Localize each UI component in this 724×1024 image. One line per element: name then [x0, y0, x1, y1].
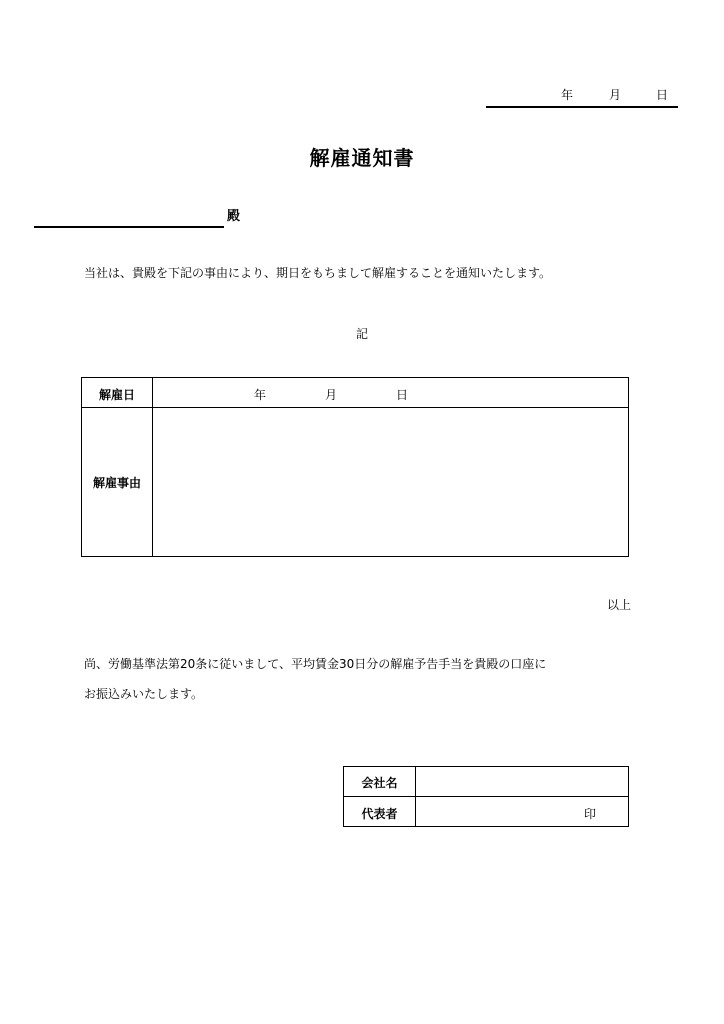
date-day-label: 日 [656, 88, 669, 102]
representative-label: 代表者 [361, 807, 398, 821]
document-title: 解雇通知書 [309, 146, 415, 170]
date-header [486, 84, 678, 108]
company-table-divider-horizontal [344, 796, 628, 797]
ijou-closing: 以上 [607, 598, 632, 612]
company-table [343, 766, 629, 827]
dismissal-year-label: 年 [254, 388, 267, 402]
date-year-label: 年 [561, 88, 574, 102]
notice-line-1: 尚、労働基準法第20条に従いまして、平均賃金30日分の解雇予告手当を貴殿の口座に [84, 657, 547, 671]
dismissal-date-label: 解雇日 [98, 388, 135, 402]
company-name-label: 会社名 [361, 776, 398, 790]
addressee-name-line [34, 226, 224, 228]
body-paragraph: 当社は、貴殿を下記の事由により、期日をもちまして解雇することを通知いたします。 [84, 266, 552, 280]
dismissal-table [81, 377, 629, 557]
dismissal-reason-label: 解雇事由 [92, 476, 141, 490]
date-month-label: 月 [609, 88, 622, 102]
table-divider-horizontal [82, 407, 628, 408]
notice-line-2: お振込みいたします。 [84, 687, 204, 701]
ki-heading: 記 [355, 327, 368, 341]
dismissal-month-label: 月 [325, 388, 338, 402]
addressee-honorific: 殿 [227, 209, 241, 224]
seal-mark: 印 [584, 807, 597, 821]
dismissal-day-label: 日 [396, 388, 409, 402]
table-divider-vertical [152, 378, 153, 556]
